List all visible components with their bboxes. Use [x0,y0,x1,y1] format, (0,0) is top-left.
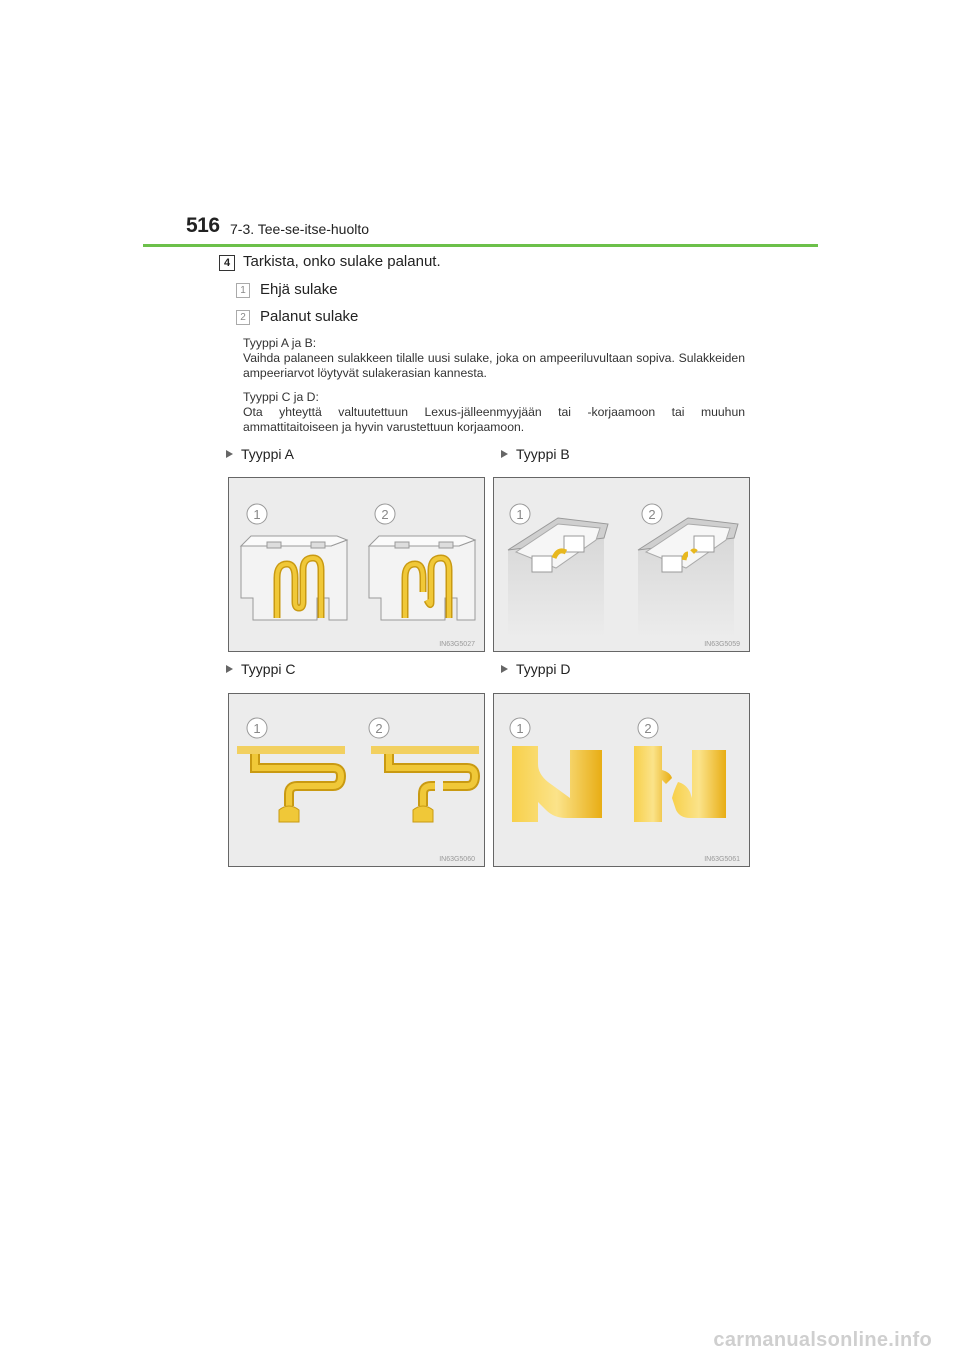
figure-panel-type-d [493,693,750,867]
fuse-intact-icon [512,746,602,822]
note-text: Vaihda palaneen sulakkeen tilalle uusi sulake, joka on ampeeriluvultaan sopiva. Sulakkeiden ampeeriarvot löytyvät sulakerasian kannesta. [243,351,745,380]
fuse-blown-icon [634,746,726,822]
step-instruction: Tarkista, onko sulake palanut. [243,253,441,270]
figure-code: IN63G5061 [704,856,740,863]
header-divider [143,244,818,247]
fuse-blown-icon [371,746,479,822]
fuse-intact-icon [237,746,345,822]
note-heading: Tyyppi A ja B: [243,336,317,350]
section-title: 7-3. Tee-se-itse-huolto [230,221,370,237]
callout-number: 1 [253,721,261,736]
callout-number: 2 [644,721,652,736]
callout-number: 1 [516,721,524,736]
note-type-c-d [243,390,745,435]
figure-code: IN63G5027 [439,641,475,648]
fuse-blown-icon [369,536,475,620]
fuse-intact-icon [241,536,347,620]
callout-number: 1 [253,507,261,522]
step-number-badge: 4 [219,255,235,271]
figure-code: IN63G5059 [704,641,740,648]
figure-code: IN63G5060 [439,856,475,863]
figure-label-type-d: Tyyppi D [501,661,570,677]
item-label-intact-fuse: Ehjä sulake [260,281,338,298]
triangle-bullet-icon [501,450,508,458]
item-label-blown-fuse: Palanut sulake [260,308,359,325]
triangle-bullet-icon [226,450,233,458]
figure-panel-type-b [493,477,750,652]
fuse-blown-icon [638,518,738,638]
figure-panel-type-c [228,693,485,867]
note-type-a-b [243,336,745,381]
note-heading: Tyyppi C ja D: [243,390,319,404]
watermark: carmanualsonline.info [713,1329,932,1351]
callout-number: 2 [381,507,389,522]
fuse-intact-icon [508,518,608,638]
triangle-bullet-icon [226,665,233,673]
item-number-badge: 1 [236,283,250,298]
figure-label-type-b: Tyyppi B [501,446,570,462]
callout-number: 2 [648,507,656,522]
callout-number: 2 [375,721,383,736]
note-text: Ota yhteyttä valtuutettuun Lexus-jälleenmyyjään tai -korjaamoon tai muuhun ammattitaitoiseen ja hyvin varustettuun korjaamoon. [243,405,745,434]
figure-label-type-c: Tyyppi C [226,661,295,677]
triangle-bullet-icon [501,665,508,673]
callout-number: 1 [516,507,524,522]
page-number: 516 [186,214,220,237]
figure-panel-type-a [228,477,485,652]
figure-label-type-a: Tyyppi A [226,446,294,462]
item-number-badge: 2 [236,310,250,325]
